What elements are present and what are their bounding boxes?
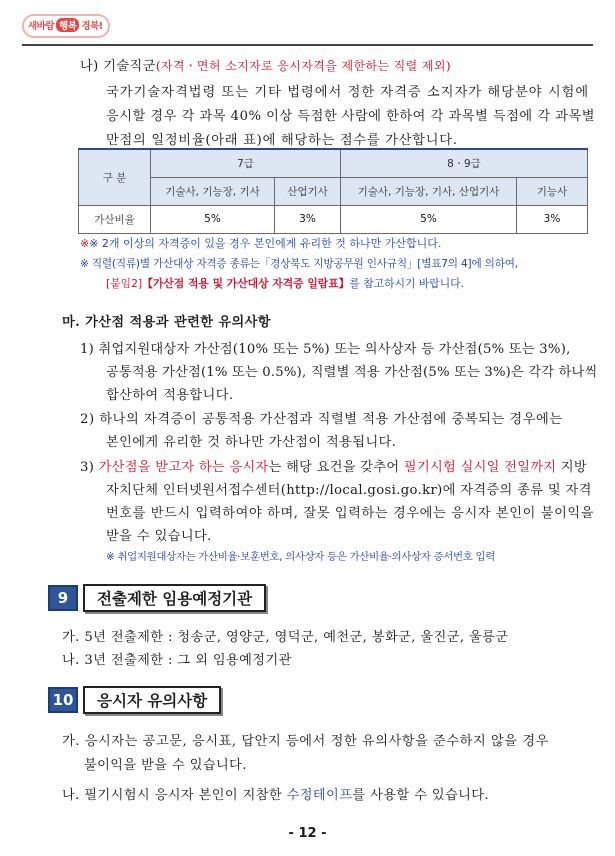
ma-item-1-line-1: 1) 취업지원대상자 가산점(10% 또는 5%) 또는 의사상자 등 가산점(5% 또는 3%), <box>80 342 571 357</box>
ma-item-2-line-2: 본인에게 유리한 것 하나만 가산점이 적용됩니다. <box>106 435 397 450</box>
page-number: - 12 - <box>288 826 327 841</box>
section-na-note: (자격ㆍ면허 소지자로 응시자격을 제한하는 직렬 제외) <box>155 59 451 73</box>
table-cell: 3% <box>275 205 341 233</box>
section-10-title: 응시자 유의사항 <box>83 686 221 714</box>
sec10-na-line: 나. 필기시험시 응시자 본인이 지참한 수정테이프를 사용할 수 있습니다. <box>62 788 489 803</box>
table-group-7: 7급 <box>151 149 341 177</box>
header-rule <box>22 44 593 46</box>
ma-item-3-note: ※ 취업지원대상자는 가산비율·보훈번호, 의사상자 등은 가산비율·의사상자 증서번호 입력 <box>106 551 495 563</box>
gyeongbuk-logo <box>22 12 110 42</box>
ma-item-3-line-3: 번호를 반드시 입력하여야 하며, 잘못 입력하는 경우에는 응시자 본인이 불이익을 <box>106 506 595 521</box>
section-10-header <box>48 686 221 714</box>
section-9-header <box>48 584 266 612</box>
note-2-line-2: [붙임2]【가산점 적용 및 가산대상 자격증 일람표】를 참고하시기 바랍니다. <box>106 277 465 290</box>
section-10-number: 10 <box>48 687 78 713</box>
para-line-2: 응시할 경우 각 과목 40% 이상 득점한 사람에 한하여 각 과목별 득점에 각 과목별 <box>106 109 595 124</box>
sec9-line-2: 나. 3년 전출제한 : 그 외 임용예정기관 <box>62 653 292 668</box>
note-1: ※※ 2개 이상의 자격증이 있을 경우 본인에게 유리한 것 하나만 가산합니다. <box>80 237 442 250</box>
sec10-ga-line-2: 불이익을 받을 수 있습니다. <box>84 758 247 773</box>
bonus-rate-table <box>78 148 588 234</box>
table-row-label: 가산비율 <box>79 205 151 233</box>
logo-heart-icon: 행복 <box>56 18 79 32</box>
table-cell: 5% <box>151 205 275 233</box>
ma-item-1-line-3: 합산하여 적용합니다. <box>106 388 234 403</box>
para-line-1: 국가기술자격법령 또는 기타 법령에서 정한 자격증 소지자가 해당분야 시험에 <box>106 85 590 100</box>
table-sub-header: 기술사, 기능장, 기사 <box>151 177 275 205</box>
logo-text-1: 새바람 <box>28 21 55 32</box>
table-cell: 5% <box>341 205 517 233</box>
sec10-ga-line-1: 가. 응시자는 공고문, 응시표, 답안지 등에서 정한 유의사항을 준수하지 않을 경우 <box>62 734 549 749</box>
ma-item-3-line-1: 3) 가산점을 받고자 하는 응시자는 해당 요건을 갖추어 필기시험 실시일 전일까지 지방 <box>80 460 587 475</box>
sec9-line-1: 가. 5년 전출제한 : 청송군, 영양군, 영덕군, 예천군, 봉화군, 울진군, 울릉군 <box>62 630 509 645</box>
table-sub-header: 산업기사 <box>275 177 341 205</box>
logo-text-2: 경북! <box>81 21 103 32</box>
table-group-89: 8ㆍ9급 <box>341 149 588 177</box>
table-sub-header: 기능사 <box>517 177 588 205</box>
section-9-number: 9 <box>48 585 78 611</box>
ma-item-3-line-2: 자치단체 인터넷원서접수센터(http://local.gosi.go.kr)에 자격증의 종류 및 자격 <box>106 483 592 498</box>
ma-item-2-line-1: 2) 하나의 자격증이 공통적용 가산점과 직렬별 적용 가산점에 중복되는 경우에는 <box>80 412 563 427</box>
section-na-heading: 나) 기술직군(자격ㆍ면허 소지자로 응시자격을 제한하는 직렬 제외) <box>80 59 451 74</box>
table-sub-header: 기술사, 기능장, 기사, 산업기사 <box>341 177 517 205</box>
ma-item-1-line-2: 공통적용 가산점(1% 또는 0.5%), 직렬별 적용 가산점(5% 또는 3%)은 각각 하나씩 <box>106 365 598 380</box>
para-line-3: 만점의 일정비율(아래 표)에 해당하는 점수를 가산합니다. <box>106 133 458 148</box>
section-9-title: 전출제한 임용예정기관 <box>83 584 266 612</box>
table-cell: 3% <box>517 205 588 233</box>
ma-item-3-line-4: 받을 수 있습니다. <box>106 529 212 544</box>
section-ma-heading: 마. 가산점 적용과 관련한 유의사항 <box>62 315 271 330</box>
note-2-line-1: ※ 직렬(직류)별 가산대상 자격증 종류는「경상북도 지방공무원 인사규칙」[별표7의 4]에 의하여, <box>80 258 518 270</box>
table-corner: 구 분 <box>79 149 151 205</box>
